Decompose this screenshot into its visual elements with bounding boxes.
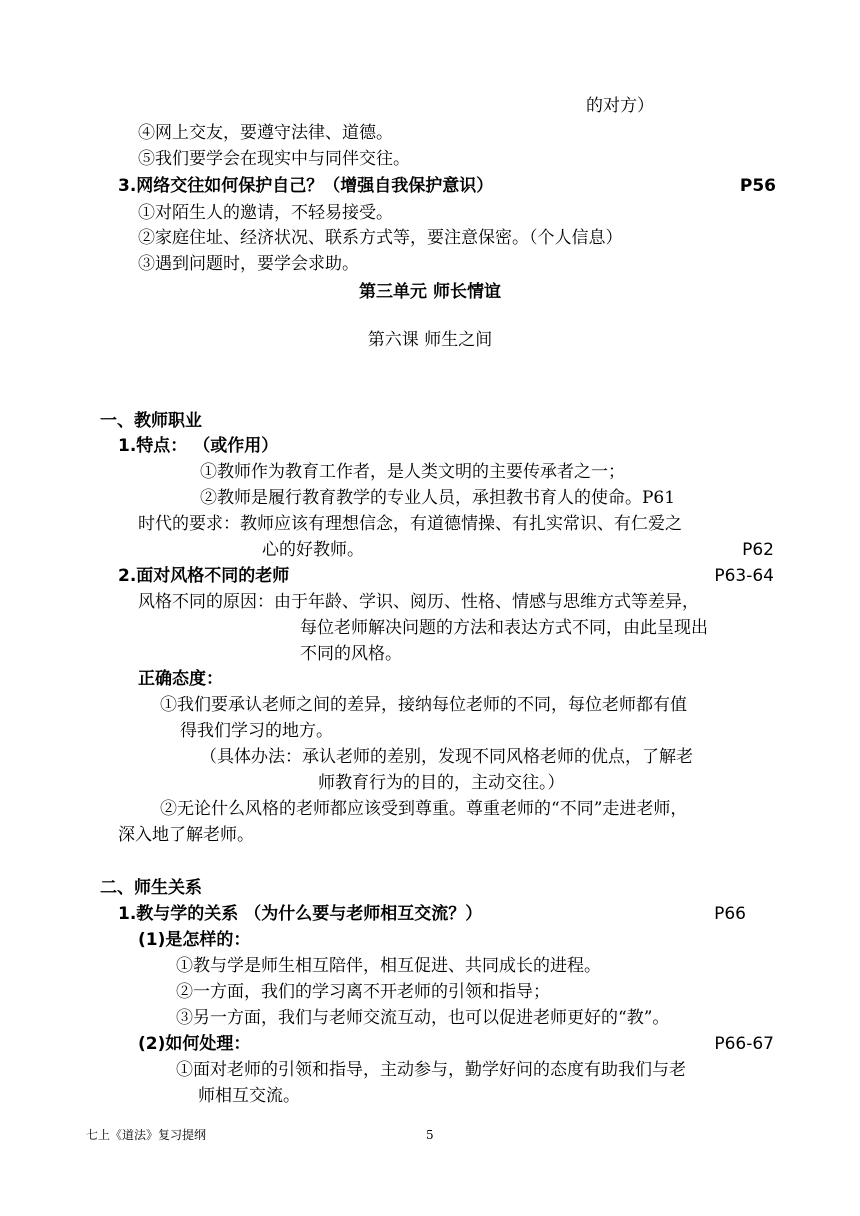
text-line: ③遇到问题时，要学会求助。	[138, 254, 359, 274]
text-line: 时代的要求：教师应该有理想信念，有道德情操、有扎实常识、有仁爱之	[138, 514, 682, 534]
page-ref: P62	[742, 540, 774, 560]
text-line: 不同的风格。	[300, 644, 402, 664]
text-line: 深入地了解老师。	[118, 825, 254, 845]
text-line: ①面对老师的引领和指导，主动参与，勤学好问的态度有助我们与老	[176, 1060, 686, 1080]
text-line: （具体办法：承认老师的差别，发现不同风格老师的优点，了解老	[200, 747, 693, 767]
text-line: ②一方面，我们的学习离不开老师的引领和指导；	[176, 982, 550, 1002]
subsection-heading: (2)如何处理：	[138, 1034, 251, 1054]
section-heading: 一、教师职业	[100, 411, 202, 431]
subsection-heading: 2.面对风格不同的老师	[118, 566, 290, 586]
text-line: ④网上交友，要遵守法律、道德。	[138, 123, 393, 143]
subsection-heading: 1.特点： （或作用）	[118, 436, 279, 456]
subsection-heading: 正确态度：	[138, 669, 223, 689]
text-line: 心的好教师。	[262, 540, 364, 560]
text-line: ②无论什么风格的老师都应该受到尊重。尊重老师的“不同”走进老师，	[160, 799, 688, 819]
text-line: ①对陌生人的邀请，不轻易接受。	[138, 203, 393, 223]
page-ref: P56	[739, 176, 776, 196]
text-line: ③另一方面，我们与老师交流互动，也可以促进老师更好的“教”。	[176, 1008, 670, 1028]
text-line: 师教育行为的目的，主动交往。）	[318, 773, 565, 793]
text-line: ⑤我们要学会在现实中与同伴交往。	[138, 149, 410, 169]
page-ref: P66-67	[714, 1034, 774, 1054]
text-line: ①我们要承认老师之间的差异，接纳每位老师的不同，每位老师都有值	[160, 695, 687, 715]
text-line: 风格不同的原因：由于年龄、学识、阅历、性格、情感与思维方式等差异，	[138, 592, 699, 612]
lesson-title: 第六课 师生之间	[367, 330, 493, 350]
subsection-heading: 1.教与学的关系 （为什么要与老师相互交流？）	[118, 904, 483, 924]
page-ref: P66	[714, 904, 746, 924]
text-line: 每位老师解决问题的方法和表达方式不同，由此呈现出	[300, 618, 708, 638]
section-heading: 二、师生关系	[100, 878, 202, 898]
text-line: ②家庭住址、经济状况、联系方式等，要注意保密。（个人信息）	[138, 228, 623, 248]
text-line: 得我们学习的地方。	[180, 721, 333, 741]
text-line: ①教师作为教育工作者，是人类文明的主要传承者之一；	[200, 462, 625, 482]
footer-title: 七上《道法》复习提纲	[86, 1128, 207, 1142]
text-line: ①教与学是师生相互陪伴，相互促进、共同成长的进程。	[176, 956, 601, 976]
question-heading: 3.网络交往如何保护自己？（增强自我保护意识）	[118, 176, 494, 196]
subsection-heading: (1)是怎样的：	[138, 930, 251, 950]
text-line: ②教师是履行教育教学的专业人员，承担教书育人的使命。P61	[200, 488, 676, 508]
unit-title: 第三单元 师长情谊	[359, 282, 501, 302]
text-line: 师相互交流。	[198, 1086, 300, 1106]
text-line: 的对方）	[586, 96, 654, 116]
page-ref: P63-64	[714, 566, 774, 586]
page-number: 5	[426, 1128, 434, 1142]
